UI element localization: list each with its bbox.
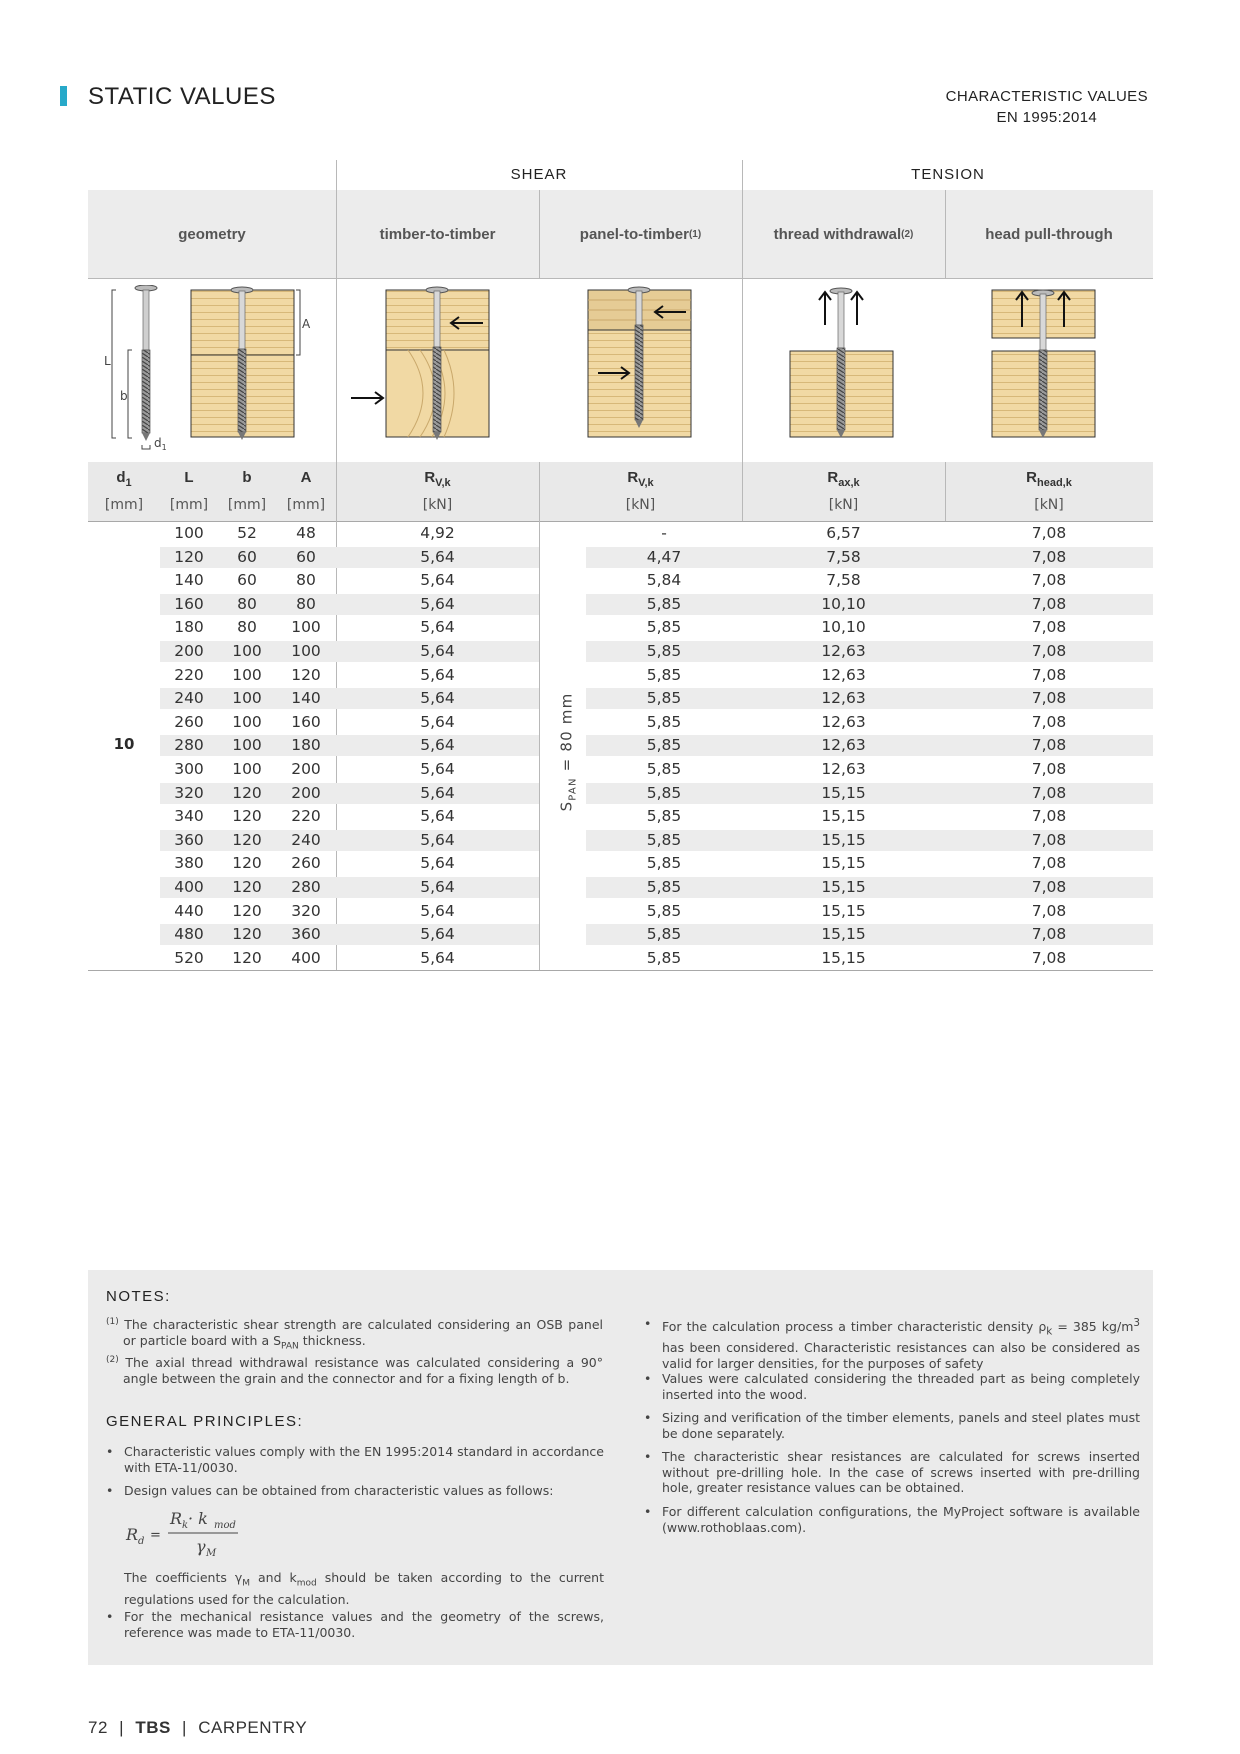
d1-value: 10 bbox=[113, 735, 135, 753]
unit-rv-pt: [kN] bbox=[625, 497, 656, 513]
screw-in-timber-diagram bbox=[191, 287, 300, 440]
notes-panel bbox=[88, 1270, 1153, 1665]
cell-rv-pt: 5,85 bbox=[646, 712, 682, 731]
footer-brand: TBS bbox=[135, 1718, 171, 1737]
cell-rv-tt: 5,64 bbox=[420, 712, 455, 731]
cell-rv-pt: 4,47 bbox=[646, 547, 682, 566]
cell-A: 80 bbox=[296, 571, 316, 590]
cell-rv-tt: 5,64 bbox=[420, 571, 455, 590]
svg-text:k: k bbox=[182, 1520, 189, 1531]
cell-rv-tt: 5,64 bbox=[420, 807, 455, 826]
col-panel-note: (1) bbox=[688, 228, 702, 240]
note-1: $^{(1)}$ The characteristic shear strength are calculated considering an OSB panel or particle board with a $S_{PAN}$ thickness. bbox=[106, 1317, 603, 1352]
svg-text:· k: · k bbox=[188, 1509, 208, 1528]
cell-A: 48 bbox=[296, 524, 316, 542]
cell-b: 100 bbox=[232, 760, 262, 778]
sym-b: b bbox=[242, 469, 252, 486]
cell-rax: 7,58 bbox=[826, 571, 861, 590]
unit-A: [mm] bbox=[286, 497, 326, 513]
cell-rv-tt: 5,64 bbox=[420, 783, 455, 802]
cell-rv-pt: 5,85 bbox=[646, 901, 682, 920]
cell-rhead: 7,08 bbox=[1031, 736, 1067, 755]
cell-rv-pt: 5,85 bbox=[646, 594, 682, 613]
cell-rax: 12,63 bbox=[821, 642, 866, 660]
thread-withdrawal-diagram bbox=[790, 288, 893, 438]
principle-4: • For the calculation process a timber characteristic density $\rho_k = 385$ $kg/m^3$ has been considered. Characteristic resistances can also be considered as valid for larger densities, for the purposes of safety bbox=[662, 1316, 1140, 1371]
cell-rv-tt: 5,64 bbox=[420, 760, 455, 778]
cell-b: 120 bbox=[232, 830, 262, 849]
cell-L: 340 bbox=[174, 807, 204, 826]
svg-text:M: M bbox=[206, 1548, 217, 1559]
svg-text:d: d bbox=[138, 1536, 145, 1547]
unit-rv-tt: [kN] bbox=[422, 497, 453, 513]
sym-rhead: $R_{head,k}$ bbox=[1026, 469, 1072, 489]
cell-rv-pt: 5,85 bbox=[646, 830, 682, 849]
cell-L: 380 bbox=[174, 854, 204, 873]
cell-b: 60 bbox=[237, 547, 257, 566]
cell-rhead: 7,08 bbox=[1031, 524, 1067, 542]
cell-A: 260 bbox=[291, 854, 321, 873]
cell-A: 60 bbox=[296, 547, 316, 566]
cell-rv-pt: 5,85 bbox=[646, 948, 682, 967]
cell-L: 300 bbox=[174, 760, 204, 778]
page-footer bbox=[88, 1718, 307, 1738]
cell-b: 100 bbox=[232, 689, 262, 708]
divider bbox=[945, 190, 946, 278]
col-timber-to-timber: timber-to-timber bbox=[379, 225, 496, 243]
cell-rv-tt: 5,64 bbox=[420, 736, 455, 755]
cell-rax: 12,63 bbox=[821, 665, 866, 684]
general-principles-title: GENERAL PRINCIPLES: bbox=[106, 1413, 304, 1430]
divider bbox=[539, 462, 540, 970]
svg-text:R: R bbox=[170, 1509, 183, 1528]
cell-b: 80 bbox=[237, 594, 257, 613]
cell-A: 140 bbox=[291, 689, 321, 708]
col-thread-withdrawal-label: thread withdrawal bbox=[773, 225, 902, 243]
principle-2: • Design values can be obtained from characteristic values as follows: bbox=[124, 1483, 604, 1499]
cell-A: 280 bbox=[291, 878, 321, 896]
cell-b: 120 bbox=[232, 878, 262, 896]
cell-rv-tt: 5,64 bbox=[420, 878, 455, 896]
cell-L: 140 bbox=[174, 571, 204, 590]
cell-A: 220 bbox=[291, 807, 321, 826]
svg-text:γ: γ bbox=[196, 1537, 206, 1556]
cell-rv-tt: 5,64 bbox=[420, 689, 455, 708]
cell-A: 120 bbox=[291, 665, 321, 684]
table-bottom-rule bbox=[88, 970, 1153, 971]
cell-L: 280 bbox=[174, 736, 204, 755]
cell-rhead: 7,08 bbox=[1031, 665, 1067, 684]
note-2: $^{(2)}$ The axial thread withdrawal resistance was calculated considering a 90° angle between the grain and the connector and for a fixing length of b. bbox=[106, 1355, 603, 1386]
head-pull-through-diagram bbox=[992, 290, 1095, 438]
svg-text:mod: mod bbox=[214, 1520, 236, 1531]
cell-L: 100 bbox=[174, 524, 204, 542]
header-standard bbox=[946, 86, 1148, 128]
cell-rv-pt: 5,85 bbox=[646, 618, 682, 637]
principle-3: • For the mechanical resistance values and the geometry of the screws, reference was made to ETA-11/0030. bbox=[124, 1609, 604, 1640]
cell-rax: 15,15 bbox=[821, 901, 866, 920]
cell-b: 100 bbox=[232, 665, 262, 684]
cell-b: 80 bbox=[237, 618, 257, 637]
cell-rhead: 7,08 bbox=[1031, 571, 1067, 590]
cell-L: 400 bbox=[174, 878, 204, 896]
unit-rax: [kN] bbox=[828, 497, 859, 513]
cell-rv-tt: 5,64 bbox=[420, 594, 455, 613]
cell-rhead: 7,08 bbox=[1031, 854, 1067, 873]
cell-rv-tt: 5,64 bbox=[420, 948, 455, 967]
cell-rhead: 7,08 bbox=[1031, 642, 1067, 660]
principle-8: • For different calculation configurations, the MyProject software is available (www.rothoblaas.com). bbox=[662, 1504, 1140, 1535]
cell-A: 400 bbox=[291, 948, 321, 967]
cell-rhead: 7,08 bbox=[1031, 807, 1067, 826]
cell-rv-tt: 5,64 bbox=[420, 854, 455, 873]
principle-5: • Values were calculated considering the threaded part as being completely inserted into the wood. bbox=[662, 1371, 1140, 1402]
cell-rv-tt: 5,64 bbox=[420, 830, 455, 849]
unit-rhead: [kN] bbox=[1034, 497, 1064, 513]
cell-rhead: 7,08 bbox=[1031, 594, 1067, 613]
cell-rv-pt: 5,85 bbox=[646, 807, 682, 826]
cell-rax: 6,57 bbox=[826, 524, 861, 542]
cell-rax: 10,10 bbox=[821, 594, 866, 613]
cell-rhead: 7,08 bbox=[1031, 830, 1067, 849]
principle-7: • The characteristic shear resistances are calculated for screws inserted without pre-drilling hole. In the case of screws inserted with pre-drilling hole, greater resistance values can be obtained. bbox=[662, 1449, 1140, 1496]
cell-A: 180 bbox=[291, 736, 321, 755]
cell-b: 52 bbox=[237, 524, 257, 542]
footer-section: CARPENTRY bbox=[198, 1718, 308, 1737]
cell-rax: 15,15 bbox=[821, 878, 866, 896]
svg-text:=: = bbox=[150, 1528, 161, 1543]
cell-rhead: 7,08 bbox=[1031, 901, 1067, 920]
cell-b: 120 bbox=[232, 948, 262, 967]
cell-b: 60 bbox=[237, 571, 257, 590]
notes-title: NOTES: bbox=[106, 1288, 171, 1305]
cell-L: 120 bbox=[174, 547, 204, 566]
cell-rv-pt: 5,85 bbox=[646, 878, 682, 896]
cell-A: 100 bbox=[291, 618, 321, 637]
dim-b: b bbox=[120, 389, 128, 403]
cell-b: 100 bbox=[232, 642, 262, 660]
cell-rv-tt: 5,64 bbox=[420, 925, 455, 944]
page-title: STATIC VALUES bbox=[88, 83, 276, 110]
cell-b: 120 bbox=[232, 783, 262, 802]
cell-rv-pt: 5,85 bbox=[646, 760, 682, 778]
sym-A: A bbox=[300, 469, 312, 486]
unit-L: [mm] bbox=[169, 497, 209, 513]
page-number: 72 bbox=[88, 1718, 108, 1737]
sym-rax: $R_{ax,k}$ bbox=[827, 469, 860, 489]
cell-rv-pt: 5,85 bbox=[646, 689, 682, 708]
cell-rax: 10,10 bbox=[821, 618, 866, 637]
cell-rhead: 7,08 bbox=[1031, 925, 1067, 944]
cell-L: 200 bbox=[174, 642, 204, 660]
span-label-text: $S_{PAN} = 80$ mm bbox=[557, 692, 579, 812]
cell-b: 100 bbox=[232, 736, 262, 755]
cell-A: 200 bbox=[291, 783, 321, 802]
dim-A: A bbox=[302, 317, 311, 331]
cell-rv-tt: 5,64 bbox=[420, 665, 455, 684]
cell-rhead: 7,08 bbox=[1031, 689, 1067, 708]
cell-rax: 15,15 bbox=[821, 854, 866, 873]
cell-rhead: 7,08 bbox=[1031, 878, 1067, 896]
col-geometry: geometry bbox=[178, 225, 246, 243]
cell-b: 120 bbox=[232, 925, 262, 944]
unit-d1: [mm] bbox=[104, 497, 144, 513]
group-tension: TENSION bbox=[911, 166, 985, 183]
section-marker bbox=[60, 86, 67, 106]
cell-rv-pt: 5,85 bbox=[646, 854, 682, 873]
cell-rv-pt: 5,85 bbox=[646, 642, 682, 660]
cell-rax: 7,58 bbox=[826, 547, 861, 566]
sym-rv-tt: $R_{V,k}$ bbox=[424, 469, 451, 489]
cell-rhead: 7,08 bbox=[1031, 618, 1067, 637]
cell-b: 120 bbox=[232, 854, 262, 873]
cell-L: 440 bbox=[174, 901, 204, 920]
cell-rax: 15,15 bbox=[821, 830, 866, 849]
cell-A: 320 bbox=[291, 901, 321, 920]
dim-L: L bbox=[104, 354, 111, 368]
screw-dimension-diagram bbox=[112, 285, 157, 449]
timber-to-timber-diagram bbox=[351, 287, 489, 440]
col-panel-to-timber bbox=[539, 190, 742, 278]
cell-rv-tt: 4,92 bbox=[420, 524, 455, 542]
sym-rv-pt: $R_{V,k}$ bbox=[627, 469, 654, 489]
cell-rv-pt: - bbox=[661, 524, 667, 542]
svg-text:R: R bbox=[126, 1525, 139, 1544]
cell-rax: 15,15 bbox=[821, 925, 866, 944]
cell-L: 160 bbox=[174, 594, 204, 613]
footer-separator: | bbox=[119, 1718, 125, 1737]
col-panel-to-timber-label: panel-to-timber bbox=[579, 225, 689, 243]
cell-L: 320 bbox=[174, 783, 204, 802]
cell-A: 80 bbox=[296, 594, 316, 613]
cell-rhead: 7,08 bbox=[1031, 948, 1067, 967]
cell-rv-tt: 5,64 bbox=[420, 618, 455, 637]
cell-b: 100 bbox=[232, 712, 262, 731]
cell-rax: 12,63 bbox=[821, 736, 866, 755]
cell-rv-pt: 5,85 bbox=[646, 736, 682, 755]
cell-A: 360 bbox=[291, 925, 321, 944]
cell-rv-tt: 5,64 bbox=[420, 901, 455, 920]
cell-rax: 15,15 bbox=[821, 948, 866, 967]
col-head-pull-through: head pull-through bbox=[985, 225, 1113, 243]
header-standard-line1: CHARACTERISTIC VALUES bbox=[945, 88, 1148, 105]
sym-L: L bbox=[184, 469, 194, 486]
cell-rhead: 7,08 bbox=[1031, 760, 1067, 778]
sym-d1: $d_1$ bbox=[116, 469, 132, 489]
cell-L: 260 bbox=[174, 712, 204, 731]
dim-d1: $d_1$ bbox=[154, 436, 167, 452]
panel-to-timber-diagram bbox=[588, 287, 691, 437]
col-thread-withdrawal bbox=[742, 190, 945, 278]
cell-A: 160 bbox=[291, 712, 321, 731]
cell-rax: 12,63 bbox=[821, 712, 866, 731]
cell-A: 240 bbox=[291, 830, 321, 849]
cell-L: 360 bbox=[174, 830, 204, 849]
cell-rv-pt: 5,84 bbox=[646, 571, 682, 590]
cell-rax: 12,63 bbox=[821, 689, 866, 708]
principle-1: • Characteristic values comply with the EN 1995:2014 standard in accordance with ETA-11/0030. bbox=[124, 1444, 604, 1475]
cell-rax: 15,15 bbox=[821, 783, 866, 802]
cell-L: 180 bbox=[174, 618, 204, 637]
col-thread-note: (2) bbox=[901, 228, 914, 240]
group-shear: SHEAR bbox=[510, 166, 568, 183]
cell-b: 120 bbox=[232, 807, 262, 826]
cell-A: 100 bbox=[291, 642, 321, 660]
cell-rhead: 7,08 bbox=[1031, 783, 1067, 802]
installation-diagrams bbox=[88, 285, 1153, 460]
divider bbox=[539, 190, 540, 278]
cell-rax: 12,63 bbox=[821, 760, 866, 778]
cell-rv-pt: 5,85 bbox=[646, 783, 682, 802]
cell-L: 480 bbox=[174, 925, 204, 944]
header-standard-line2: EN 1995:2014 bbox=[996, 109, 1098, 126]
principle-6: • Sizing and verification of the timber elements, panels and steel plates must be done separately. bbox=[662, 1410, 1140, 1441]
principle-2-coefficients: The coefficients $\gamma_M$ and $k_{mod}$ should be taken according to the current regulations used for the calculation. bbox=[124, 1570, 605, 1607]
cell-rhead: 7,08 bbox=[1031, 547, 1067, 566]
unit-b: [mm] bbox=[227, 497, 267, 513]
cell-rax: 15,15 bbox=[821, 807, 866, 826]
cell-L: 240 bbox=[174, 689, 204, 708]
cell-rv-pt: 5,85 bbox=[646, 665, 682, 684]
cell-b: 120 bbox=[232, 901, 262, 920]
cell-rv-tt: 5,64 bbox=[420, 642, 455, 660]
design-formula bbox=[124, 1502, 254, 1562]
cell-L: 220 bbox=[174, 665, 204, 684]
cell-rv-pt: 5,85 bbox=[646, 925, 682, 944]
cell-rhead: 7,08 bbox=[1031, 712, 1067, 731]
cell-A: 200 bbox=[291, 760, 321, 778]
cell-rv-tt: 5,64 bbox=[420, 547, 455, 566]
footer-separator: | bbox=[182, 1718, 187, 1737]
cell-L: 520 bbox=[174, 948, 204, 967]
